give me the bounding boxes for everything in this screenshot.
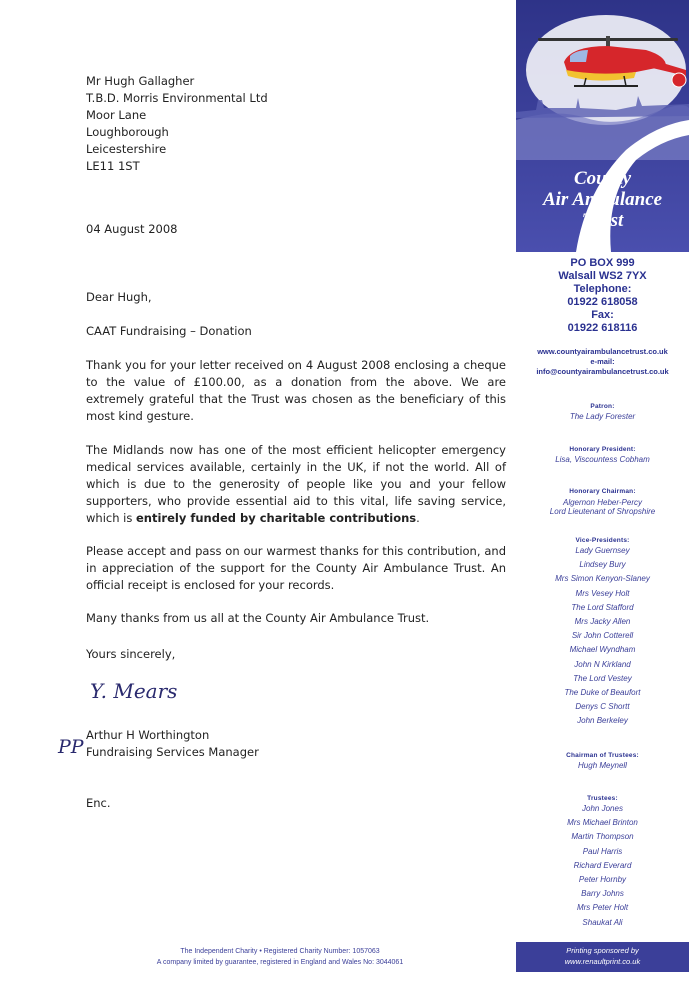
salutation: Dear Hugh, bbox=[86, 290, 152, 304]
sponsor-label: Printing sponsored by bbox=[566, 946, 639, 955]
fax-number: 01922 618116 bbox=[567, 322, 638, 334]
banner-title bbox=[516, 168, 689, 231]
chairman-heading: Honorary Chairman: bbox=[569, 488, 636, 495]
paragraph-3: Please accept and pass on our warmest thanks for this contribution, and in appreciation of the support for the County Air Ambulance Trust. An official receipt is enclosed for your records. bbox=[86, 544, 506, 592]
subject-line: CAAT Fundraising – Donation bbox=[86, 324, 252, 338]
pp-mark: PP bbox=[58, 736, 84, 758]
chairman-role: Lord Lieutenant of Shropshire bbox=[549, 507, 656, 516]
letter-date: 04 August 2008 bbox=[86, 222, 178, 236]
telephone-number: 01922 618058 bbox=[567, 296, 638, 308]
vice-president-name: The Lord Stafford bbox=[571, 602, 634, 612]
paragraph-2 bbox=[86, 442, 506, 527]
trustee-name: John Jones bbox=[582, 804, 623, 813]
president-heading: Honorary President: bbox=[569, 446, 636, 453]
footer-company-line: A company limited by guarantee, registered in England and Wales No: 3044061 bbox=[156, 959, 404, 966]
email-label: e-mail: bbox=[590, 357, 615, 366]
vice-president-name: Sir John Cotterell bbox=[571, 631, 634, 641]
address-line: Loughborough bbox=[86, 125, 169, 139]
online-contact bbox=[516, 347, 689, 377]
enclosure: Enc. bbox=[86, 796, 111, 810]
chairman-name: Algernon Heber-Percy bbox=[562, 498, 642, 507]
banner-line-3: Trust bbox=[581, 210, 624, 231]
trustee-name: Barry Johns bbox=[581, 889, 624, 899]
vice-president-name: John N Kirkland bbox=[574, 659, 631, 669]
patron-heading: Patron: bbox=[590, 403, 615, 410]
website-link[interactable]: www.countyairambulancetrust.co.uk bbox=[537, 347, 668, 356]
trustees-section bbox=[516, 795, 689, 930]
vice-president-name: The Duke of Beaufort bbox=[564, 688, 641, 698]
trustee-name: Mrs Peter Holt bbox=[576, 903, 629, 913]
signatory-name: Arthur H Worthington bbox=[86, 728, 210, 742]
contact-block bbox=[516, 257, 689, 335]
vice-president-name: Mrs Vesey Holt bbox=[575, 588, 630, 598]
po-box: PO BOX 999 bbox=[570, 257, 635, 269]
address-line: LE11 1ST bbox=[86, 159, 140, 173]
vice-president-name: Denys C Shortt bbox=[575, 702, 630, 712]
paragraph-2-text: The Midlands now has one of the most efficient helicopter emergency medical services available, certainly in the UK, if not the world. All of which is due to the generosity of people like you and your fellow supporters, who provide essential aid to this vital, life saving service, which is bbox=[86, 443, 506, 525]
banner-line-1: County bbox=[573, 168, 632, 189]
address-line: Moor Lane bbox=[86, 108, 147, 122]
recipient-address bbox=[86, 73, 268, 175]
address-line: Leicestershire bbox=[86, 142, 167, 156]
vice-president-name: Mrs Simon Kenyon-Slaney bbox=[555, 574, 650, 584]
paragraph-2-end: . bbox=[416, 511, 420, 525]
patron-section bbox=[516, 403, 689, 424]
telephone-label: Telephone: bbox=[573, 283, 632, 295]
trustee-name: Shaukat Ali bbox=[582, 917, 623, 927]
city-postcode: Walsall WS2 7YX bbox=[558, 270, 647, 282]
president-name: Lisa, Viscountess Cobham bbox=[555, 455, 650, 464]
trustee-name: Peter Hornby bbox=[578, 875, 627, 885]
sponsor-box bbox=[516, 942, 689, 972]
trustee-name: Paul Harris bbox=[582, 846, 623, 856]
vice-presidents-section bbox=[516, 537, 689, 729]
patron-name: The Lady Forester bbox=[569, 412, 636, 421]
chairman-trustees-name: Hugh Meynell bbox=[578, 761, 627, 770]
closing: Yours sincerely, bbox=[86, 647, 176, 661]
trustee-name: Mrs Michael Brinton bbox=[567, 818, 638, 828]
vice-presidents-heading: Vice-Presidents: bbox=[575, 537, 630, 544]
vice-president-name: John Berkeley bbox=[577, 716, 628, 726]
chairman-trustees-heading: Chairman of Trustees: bbox=[566, 752, 639, 759]
trustee-name: Richard Everard bbox=[573, 860, 632, 870]
trustee-name: Martin Thompson bbox=[571, 832, 634, 842]
signature: Y. Mears bbox=[90, 679, 178, 703]
chairman-section bbox=[516, 488, 689, 516]
trustees-heading: Trustees: bbox=[587, 795, 618, 802]
paragraph-1: Thank you for your letter received on 4 August 2008 enclosing a cheque to the value of £100.00, as a donation from the above. We are extremely grateful that the Trust was chosen as the beneficiary of this most kind gesture. bbox=[86, 358, 506, 423]
footer-charity-line: The Independent Charity • Registered Charity Number: 1057063 bbox=[180, 948, 380, 955]
banner-line-2: Air Ambulance bbox=[542, 189, 663, 210]
footer bbox=[100, 946, 460, 968]
president-section bbox=[516, 446, 689, 467]
address-line: T.B.D. Morris Environmental Ltd bbox=[86, 91, 268, 105]
vice-president-name: Lindsey Bury bbox=[579, 560, 626, 570]
paragraph-4: Many thanks from us all at the County Air Ambulance Trust. bbox=[86, 611, 430, 625]
vice-president-name: Michael Wyndham bbox=[569, 645, 636, 655]
email-link[interactable]: info@countyairambulancetrust.co.uk bbox=[536, 367, 669, 376]
fax-label: Fax: bbox=[591, 309, 614, 321]
vice-president-name: Mrs Jacky Allen bbox=[574, 617, 631, 627]
chairman-trustees-section bbox=[516, 752, 689, 773]
vice-president-name: Lady Guernsey bbox=[575, 546, 630, 555]
brand-banner bbox=[516, 0, 689, 252]
vice-president-name: The Lord Vestey bbox=[573, 673, 632, 683]
address-line: Mr Hugh Gallagher bbox=[86, 74, 195, 88]
signatory-title: Fundraising Services Manager bbox=[86, 745, 259, 759]
paragraph-2-emphasis: entirely funded by charitable contributions bbox=[136, 511, 417, 525]
sponsor-website[interactable]: www.renaultprint.co.uk bbox=[564, 957, 641, 966]
